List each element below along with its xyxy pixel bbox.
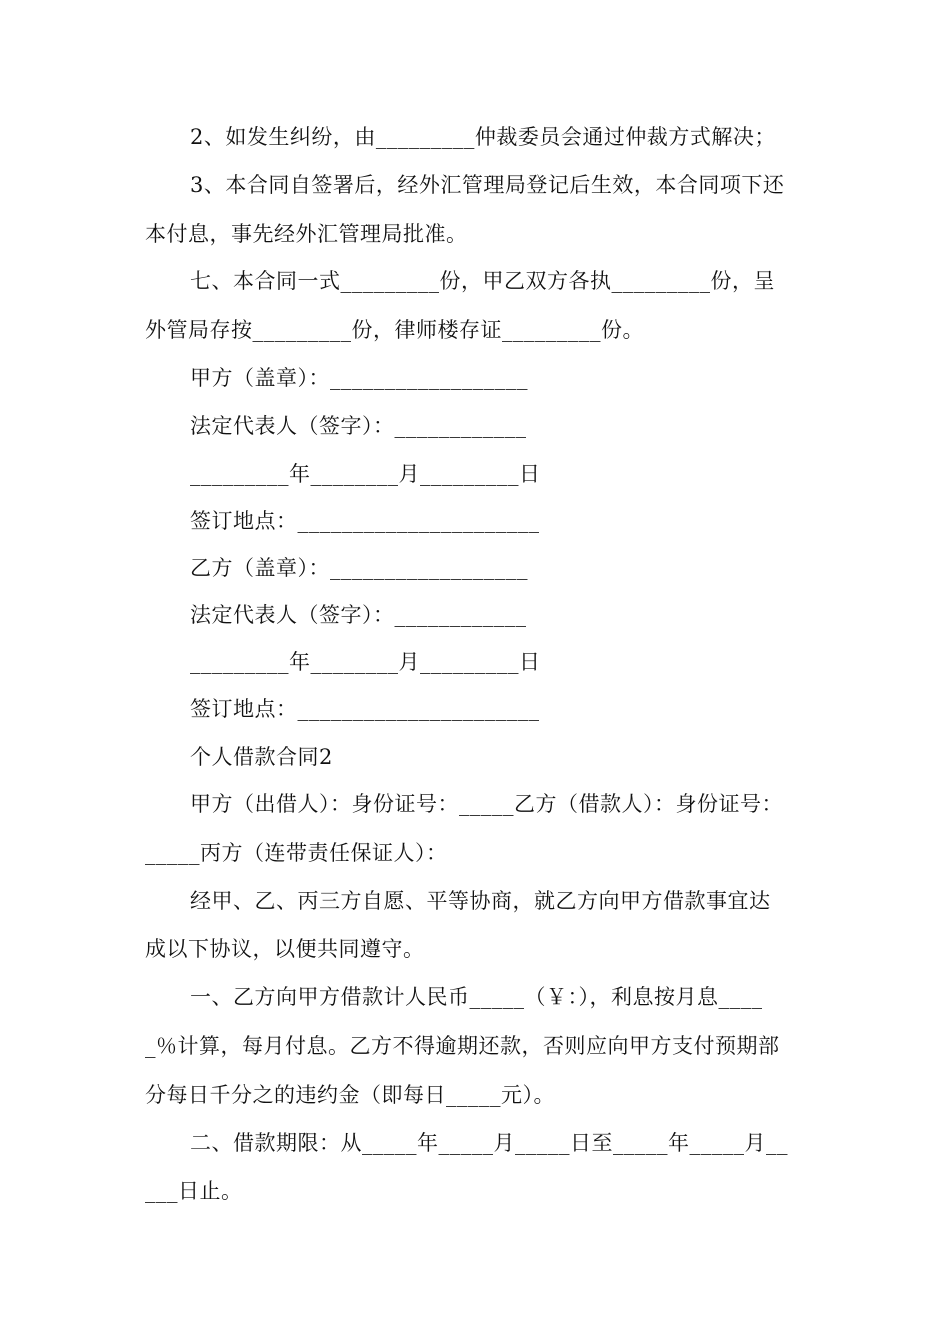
party-a-date: _________年________月_________日 (190, 462, 541, 486)
agreement-intro: 经甲、乙、丙三方自愿、平等协商，就乙方向甲方借款事宜达 (190, 889, 771, 913)
party-a-representative: 法定代表人（签字）：____________ (190, 414, 527, 438)
clause-copies-cont: 外管局存按_________份，律师楼存证_________份。 (145, 318, 644, 342)
party-b-representative: 法定代表人（签字）：____________ (190, 603, 527, 627)
party-b-place: 签订地点：______________________ (190, 697, 540, 721)
agreement-intro-cont: 成以下协议，以便共同遵守。 (145, 937, 425, 961)
party-b-date: _________年________月_________日 (190, 650, 541, 674)
clause-loan-interest: _％计算，每月付息。乙方不得逾期还款，否则应向甲方支付预期部 (145, 1034, 780, 1058)
clause-effective-cont: 本付息，事先经外汇管理局批准。 (145, 222, 468, 246)
contract-title: 个人借款合同2 (190, 745, 333, 769)
clause-loan-term-cont: ___日止。 (145, 1179, 243, 1203)
party-a-place: 签订地点：______________________ (190, 509, 540, 533)
clause-loan-term: 二、借款期限：从_____年_____月_____日至_____年_____月__ (190, 1131, 788, 1155)
parties-ids-cont: _____丙方（连带责任保证人）： (145, 841, 448, 865)
clause-loan-amount: 一、乙方向甲方借款计人民币_____（￥：），利息按月息____ (190, 985, 763, 1009)
clause-copies: 七、本合同一式_________份，甲乙双方各执_________份，呈 (190, 269, 775, 293)
party-a-seal: 甲方（盖章）：__________________ (190, 366, 528, 390)
clause-effective: 3、本合同自签署后，经外汇管理局登记后生效，本合同项下还 (190, 173, 785, 197)
parties-ids: 甲方（出借人）：身份证号：_____乙方（借款人）：身份证号： (190, 792, 783, 816)
clause-loan-penalty: 分每日千分之的违约金（即每日_____元）。 (145, 1083, 555, 1107)
clause-dispute: 2、如发生纠纷，由_________仲裁委员会通过仲裁方式解决； (190, 125, 776, 149)
party-b-seal: 乙方（盖章）：__________________ (190, 556, 528, 580)
